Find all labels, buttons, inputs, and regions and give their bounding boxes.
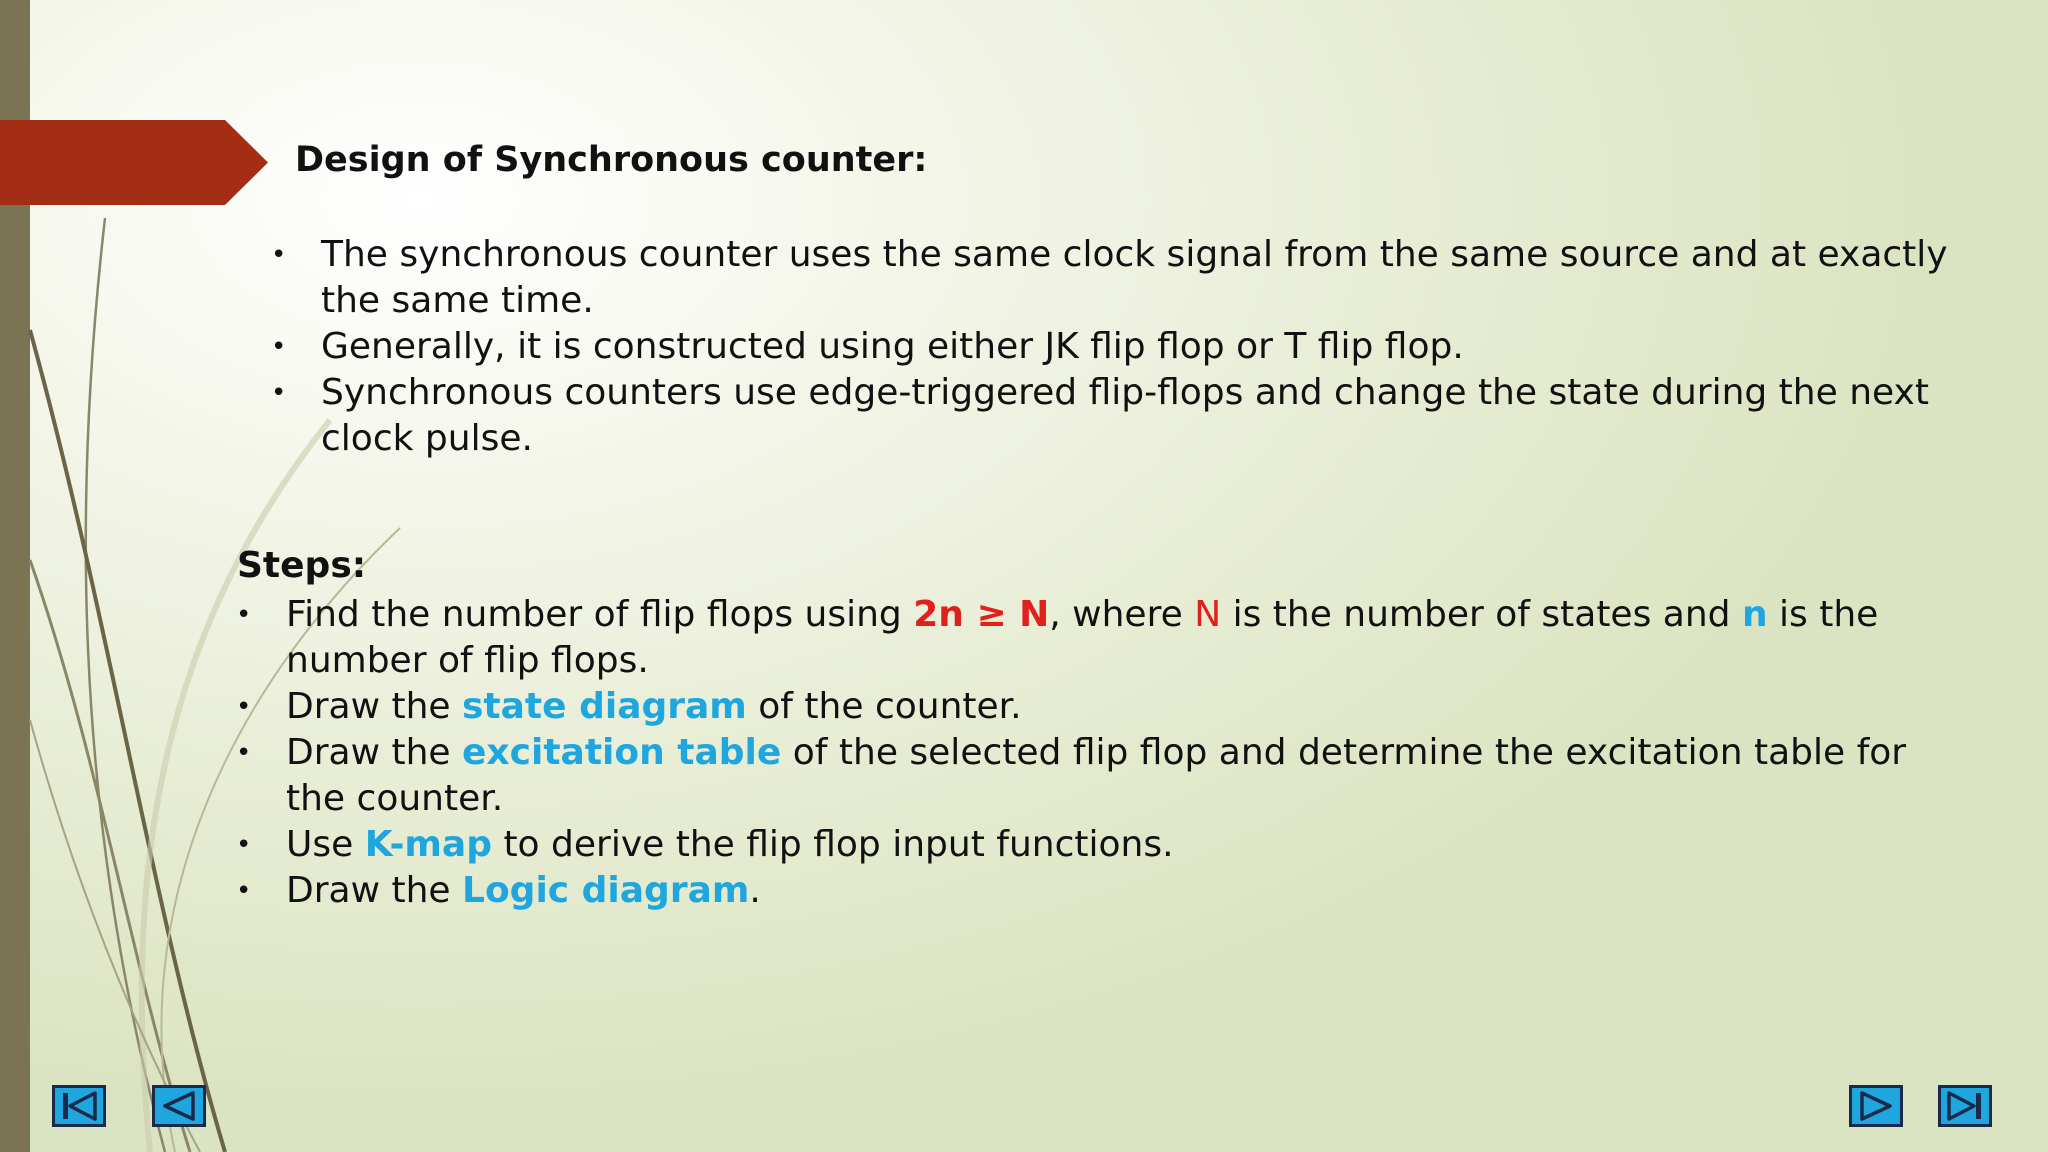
step-text: is the number of flip flops.	[286, 594, 1879, 681]
last-slide-button[interactable]	[1938, 1085, 1992, 1127]
step-item-logic-diagram	[286, 868, 1946, 914]
intro-bullet: • Generally, it is constructed using either JK flip flop or T flip flop.	[321, 324, 1961, 370]
step-item-flip-flop-count	[286, 592, 1946, 684]
steps-heading: Steps:	[237, 545, 367, 586]
next-slide-button[interactable]	[1849, 1085, 1903, 1127]
formula-highlight: 2n ≥ N	[913, 594, 1050, 635]
step-item-k-map	[286, 822, 1946, 868]
step-text: Find the number of flip flops using	[286, 594, 914, 635]
step-item-excitation-table	[286, 730, 1946, 822]
keyword-highlight: K-map	[364, 824, 492, 865]
intro-bullet-list	[321, 232, 1961, 462]
step-text: is the number of states and	[1221, 594, 1742, 635]
step-item-state-diagram	[286, 684, 1946, 730]
step-text: Draw the	[286, 870, 462, 911]
previous-slide-button[interactable]	[152, 1085, 206, 1127]
step-text: Draw the	[286, 732, 462, 773]
intro-bullet: • The synchronous counter uses the same clock signal from the same source and at exactly the same time.	[321, 232, 1961, 324]
steps-bullet-list	[286, 592, 1946, 914]
first-slide-icon	[52, 1085, 106, 1127]
last-slide-icon	[1938, 1085, 1992, 1127]
variable-n-highlight: n	[1741, 594, 1768, 635]
step-text: of the selected flip flop and determine the excitation table for the counter.	[286, 732, 1907, 819]
keyword-highlight: state diagram	[462, 686, 747, 727]
title-arrow-shape	[0, 120, 270, 205]
step-text: , where	[1049, 594, 1195, 635]
first-slide-button[interactable]	[52, 1085, 106, 1127]
step-text: Use	[286, 824, 365, 865]
previous-slide-icon	[152, 1085, 206, 1127]
next-slide-icon	[1849, 1085, 1903, 1127]
keyword-highlight: Logic diagram	[462, 870, 750, 911]
keyword-highlight: excitation table	[462, 732, 782, 773]
step-text: .	[749, 870, 761, 911]
step-text: Draw the	[286, 686, 462, 727]
step-text: to derive the flip flop input functions.	[492, 824, 1174, 865]
intro-bullet: • Synchronous counters use edge-triggered flip-flops and change the state during the next clock pulse.	[321, 370, 1961, 462]
step-text: of the counter.	[746, 686, 1022, 727]
slide-title: Design of Synchronous counter:	[295, 140, 928, 180]
variable-N-highlight: N	[1194, 594, 1222, 635]
